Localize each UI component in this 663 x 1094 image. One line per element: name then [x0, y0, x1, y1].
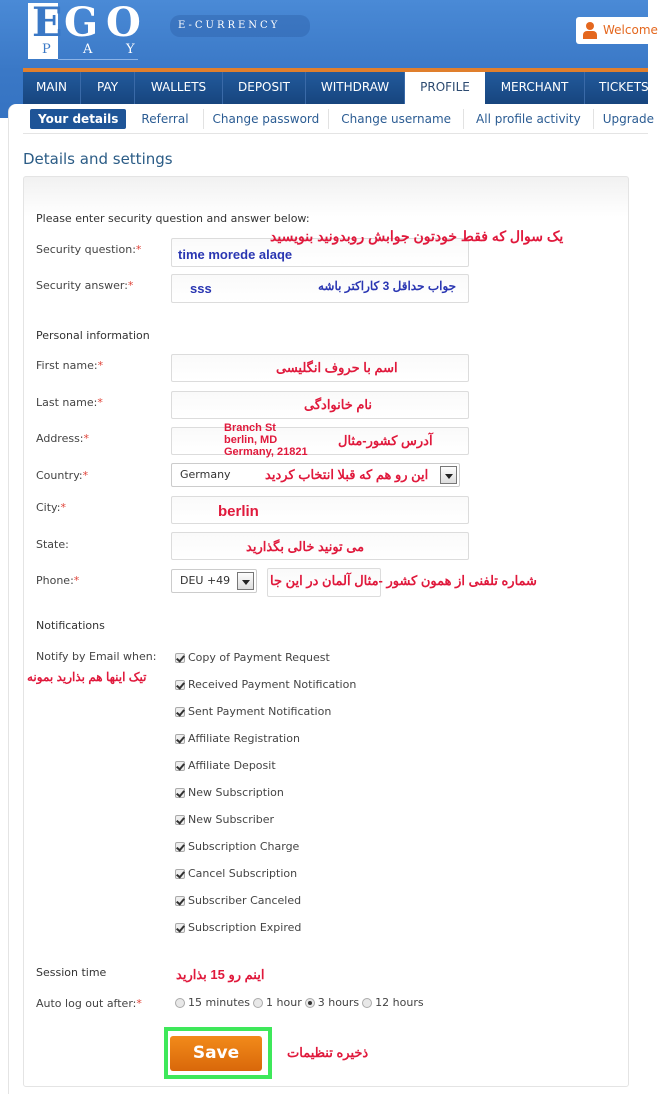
city-input[interactable]	[171, 496, 469, 524]
subtab-upgrade[interactable]: Upgrade	[602, 111, 655, 126]
save-button[interactable]: Save	[170, 1036, 262, 1071]
notifications-heading: Notifications	[36, 619, 105, 632]
checkbox[interactable]	[175, 842, 185, 852]
security-question-label: Security question:*	[36, 243, 142, 256]
checkbox-label[interactable]: Received Payment Notification	[188, 678, 357, 691]
radio-12-hours[interactable]	[362, 998, 372, 1008]
phone-label: Phone:*	[36, 574, 80, 587]
main-nav	[23, 72, 648, 104]
chevron-down-icon[interactable]	[440, 466, 457, 484]
state-label: State:	[36, 538, 69, 551]
logo-letter-p: P	[42, 42, 51, 57]
country-label: Country:*	[36, 469, 89, 482]
checkbox-label[interactable]: Affiliate Deposit	[188, 759, 276, 772]
phone-country-code-select[interactable]	[171, 569, 257, 593]
subtab-change-password[interactable]: Change password	[204, 109, 330, 129]
logo-letter-a: A	[83, 42, 93, 57]
checkbox[interactable]	[175, 815, 185, 825]
notification-option[interactable]	[175, 732, 300, 745]
subtab-change-username[interactable]: Change username	[329, 109, 464, 129]
welcome-user-button[interactable]	[576, 17, 656, 44]
tab-deposit[interactable]: DEPOSIT	[223, 72, 306, 104]
tab-pay[interactable]: PAY	[81, 72, 135, 104]
notification-option[interactable]	[175, 786, 284, 799]
checkbox[interactable]	[175, 788, 185, 798]
tab-withdraw[interactable]: WITHDRAW	[306, 72, 405, 104]
checkbox-label[interactable]: Cancel Subscription	[188, 867, 298, 880]
subtab-all-profile-activity[interactable]: All profile activity	[464, 109, 594, 129]
user-icon	[582, 22, 598, 39]
notification-option[interactable]	[175, 840, 299, 853]
radio-15-minutes[interactable]	[175, 998, 185, 1008]
checkbox[interactable]	[175, 923, 185, 933]
settings-panel	[23, 176, 629, 1087]
address-label: Address:*	[36, 432, 90, 445]
session-time-heading: Session time	[36, 966, 107, 979]
auto-logout-options	[175, 996, 427, 1009]
checkbox[interactable]	[175, 653, 185, 663]
radio-1-hour[interactable]	[253, 998, 263, 1008]
logo-letter-g: G	[64, 0, 99, 46]
chevron-down-icon[interactable]	[237, 572, 254, 590]
checkbox[interactable]	[175, 869, 185, 879]
tab-tickets[interactable]: TICKETS	[599, 80, 649, 94]
first-name-annotation: اسم با حروف انگلیسی	[276, 360, 398, 375]
address-line-1: Branch St	[224, 422, 276, 434]
sub-nav	[23, 104, 655, 134]
last-name-label: Last name:*	[36, 396, 103, 409]
checkbox-label[interactable]: Copy of Payment Request	[188, 651, 330, 664]
address-annotation: آدرس کشور-مثال	[338, 433, 433, 448]
radio-3-hours-label[interactable]: 3 hours	[317, 996, 360, 1009]
checkbox[interactable]	[175, 707, 185, 717]
checkbox[interactable]	[175, 896, 185, 906]
security-question-annotation: یک سوال که فقط خودتون جوابش روبدونید بنویسید	[270, 228, 564, 244]
phone-code-value: DEU +49	[180, 574, 231, 587]
security-answer-annotation: جواب حداقل 3 کاراکتر باشه	[318, 279, 457, 293]
checkbox-label[interactable]: Sent Payment Notification	[188, 705, 332, 718]
address-line-3: Germany, 21821	[224, 446, 308, 458]
notification-option[interactable]	[175, 759, 276, 772]
checkbox-label[interactable]: Affiliate Registration	[188, 732, 300, 745]
country-annotation: این رو هم که قبلا انتخاب کردید	[265, 467, 429, 482]
country-selected-value: Germany	[180, 468, 231, 481]
logo-underline	[58, 59, 138, 60]
welcome-label: Welcome	[603, 23, 658, 37]
notify-email-label: Notify by Email when:	[36, 650, 157, 663]
tagline: E-CURRENCY	[170, 15, 310, 37]
address-line-2: berlin, MD	[224, 434, 278, 446]
checkbox-label[interactable]: Subscription Charge	[188, 840, 300, 853]
checkbox-label[interactable]: New Subscriber	[188, 813, 275, 826]
security-question-value: time morede alaqe	[178, 247, 293, 262]
checkbox-label[interactable]: Subscription Expired	[188, 921, 302, 934]
security-heading: Please enter security question and answer below:	[36, 212, 310, 225]
last-name-annotation: نام خانوادگی	[304, 397, 372, 412]
notification-option[interactable]	[175, 813, 274, 826]
egopay-logo[interactable]	[28, 0, 141, 57]
tab-wallets[interactable]: WALLETS	[135, 72, 223, 104]
personal-info-heading: Personal information	[36, 329, 150, 342]
logo-letter-o: O	[106, 0, 141, 46]
notification-option[interactable]	[175, 651, 330, 664]
notification-option[interactable]	[175, 867, 297, 880]
checkbox[interactable]	[175, 734, 185, 744]
auto-logout-label: Auto log out after:*	[36, 997, 142, 1010]
notifications-annotation: تیک اینها هم بذارید بمونه	[27, 670, 147, 684]
radio-12-hours-label[interactable]: 12 hours	[375, 996, 424, 1009]
radio-1-hour-label[interactable]: 1 hour	[266, 996, 302, 1009]
subtab-referral[interactable]: Referral	[132, 109, 203, 129]
notification-option[interactable]	[175, 894, 301, 907]
notification-option[interactable]	[175, 705, 331, 718]
subtab-your-details[interactable]: Your details	[30, 109, 126, 129]
tab-merchant[interactable]: MERCHANT	[485, 72, 585, 104]
session-annotation: اینم رو 15 بذارید	[176, 967, 265, 982]
radio-3-hours[interactable]	[305, 998, 315, 1008]
notification-option[interactable]	[175, 921, 301, 934]
city-value: berlin	[218, 503, 259, 520]
checkbox[interactable]	[175, 761, 185, 771]
security-answer-label: Security answer:*	[36, 279, 134, 292]
security-answer-value: sss	[190, 281, 212, 296]
radio-15-minutes-label[interactable]: 15 minutes	[188, 996, 251, 1009]
save-annotation: ذخیره تنظیمات	[287, 1045, 369, 1060]
phone-annotation: شماره تلفنی از همون کشور -مثال آلمان در این جا	[270, 573, 537, 588]
state-annotation: می تونید خالی بگذارید	[246, 539, 365, 554]
checkbox-label[interactable]: Subscriber Canceled	[188, 894, 302, 907]
notification-option[interactable]	[175, 678, 356, 691]
first-name-label: First name:*	[36, 359, 104, 372]
logo-letter-e: E	[32, 0, 63, 46]
tab-main[interactable]: MAIN	[23, 72, 81, 104]
checkbox-label[interactable]: New Subscription	[188, 786, 284, 799]
checkbox[interactable]	[175, 680, 185, 690]
page-title: Details and settings	[23, 150, 173, 168]
city-label: City:*	[36, 501, 66, 514]
logo-letter-y: Y	[126, 42, 135, 57]
tab-profile[interactable]: PROFILE	[405, 72, 485, 104]
